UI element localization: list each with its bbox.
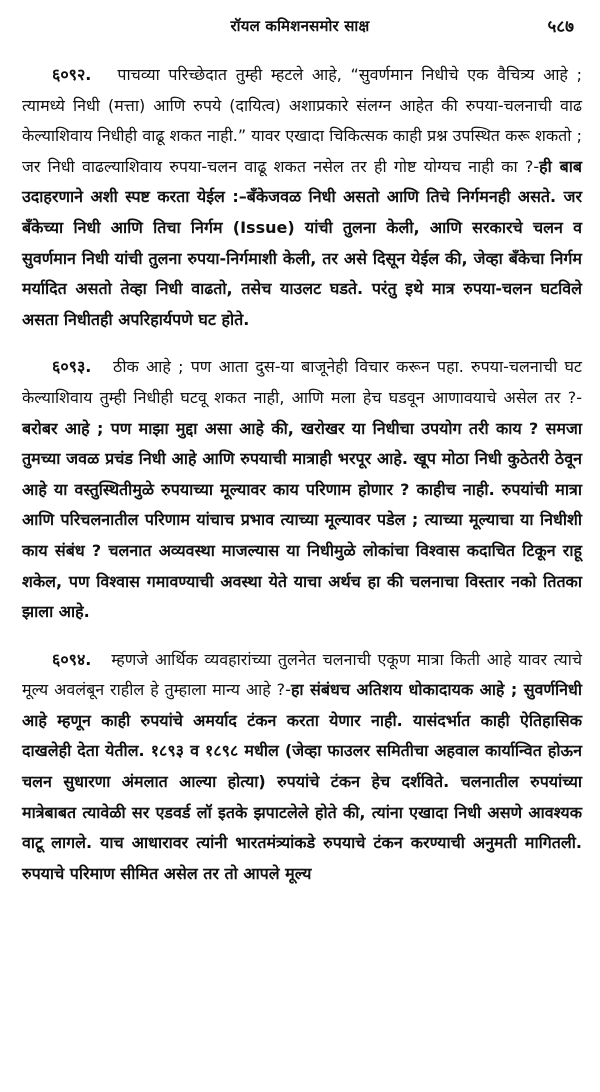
paragraph-6093: [22, 352, 582, 627]
page-header: [0, 0, 600, 48]
page-body: [22, 60, 582, 889]
question-number: ६०९३.: [52, 357, 92, 377]
paragraph-6094: [22, 645, 582, 890]
running-head: रॉयल कमिशनसमोर साक्ष: [230, 17, 370, 35]
paragraph-6092: [22, 60, 582, 335]
question-text: म्हणजे आर्थिक व्यवहारांच्या तुलनेत चलनाची एकूण मात्रा किती आहे यावर त्याचे मूल्य अवलंबून राहील हे तुम्हाला मान्य आहे ?-: [22, 649, 582, 700]
answer-text: बरोबर आहे ; पण माझा मुद्दा असा आहे की, खरोखर या निधीचा उपयोग तरी काय ? समजा तुमच्या जवळ प्रचंड निधी आहे आणि रुपयाची मात्राही भरपूर आहे. खूप मोठा निधी कुठेतरी ठेवून आहे या वस्तुस्थितीमुळे रुपयाच्या मूल्यावर काय परिणाम होणार ? काहीच नाही. रुपयांची मात्रा आणि परिचलनातील परिणाम यांचाच प्रभाव त्याच्या मूल्यावर पडेल ; त्याच्या मूल्याचा या निधीशी काय संबंध ? चलनात अव्यवस्था माजल्यास या निधीमुळे लोकांचा विश्वास कदाचित टिकून राहू शकेल, पण विश्वास गमावण्याची अवस्था येते याचा अर्थच हा की चलनाचा विस्तार नको तितका झाला आहे.: [22, 418, 582, 622]
answer-text: ही बाब उदाहरणाने अशी स्पष्ट करता येईल :–बँकेजवळ निधी असतो आणि तिचे निर्गमनही असते. जर बँकेच्या निधी आणि तिचा निर्गम (Issue) यांची तुलना केली, आणि सरकारचे चलन व सुवर्णमान निधी यांची तुलना रुपया-निर्गमाशी केली, तर असे दिसून येईल की, जेव्हा बँकेचा निर्गम मर्यादित असतो तेव्हा निधी वाढतो, तसेच याउलट घडते. परंतु इथे मात्र रुपया-चलन घटविले असता निधीतही अपरिहार्यपणे घट होते.: [22, 156, 582, 329]
question-number: ६०९४.: [52, 649, 92, 669]
question-number: ६०९२.: [52, 65, 92, 84]
question-text: पाचव्या परिच्छेदात तुम्ही म्हटले आहे, “सुवर्णमान निधीचे एक वैचित्र्य आहे ; त्यामध्ये निधी (मत्ता) आणि रुपये (दायित्व) अशाप्रकारे संलग्न आहेत की रुपया-चलनाची वाढ केल्याशिवाय निधीही वाढू शकत नाही.” यावर एखादा चिकित्सक काही प्रश्न उपस्थित करू शकतो ; जर निधी वाढल्याशिवाय रुपया-चलन वाढू शकत नसेल तर ही गोष्ट योग्यच नाही का ?-: [22, 65, 582, 176]
answer-text: हा संबंधच अतिशय धोकादायक आहे ; सुवर्णनिधी आहे म्हणून काही रुपयांचे अमर्याद टंकन करता येणार नाही. यासंदर्भात काही ऐतिहासिक दाखलेही देता येतील. १८९३ व १८९८ मधील (जेव्हा फाउलर समितीचा अहवाल कार्यान्वित होऊन चलन सुधारणा अंमलात आल्या होत्या) रुपयांचे टंकन हेच दर्शविते. चलनातील रुपयांच्या मात्रेबाबत त्यावेळी सर एडवर्ड लॉ इतके झपाटलेले होते की, त्यांना एखादा निधी असणे आवश्यक वाटू लागले. याच आधारावर त्यांनी भारतमंत्र्यांकडे रुपयाचे टंकन करण्याची अनुमती मागितली. रुपयाचे परिमाण सीमित असेल तर तो आपले मूल्य: [22, 680, 582, 883]
question-text: ठीक आहे ; पण आता दुस-या बाजूनेही विचार करून पहा. रुपया-चलनाची घट केल्याशिवाय तुम्ही निधीही घटवू शकत नाही, आणि मला हेच घडवून आणावयाचे असेल तर ?-: [22, 357, 582, 407]
page-number: ५८७: [547, 17, 574, 37]
